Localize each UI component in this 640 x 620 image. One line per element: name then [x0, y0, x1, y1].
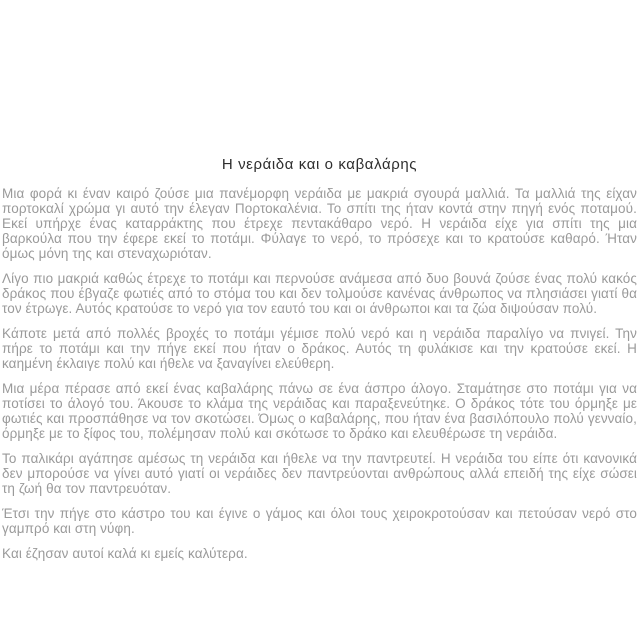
story-paragraph-intro: Μια φορά κι έναν καιρό ζούσε μια πανέμορφη νεράιδα με μακριά σγουρά μαλλιά. Τα μαλλιά της είχαν πορτοκαλί χρώμα γι αυτό την έλεγαν Πορτοκαλένια. Το σπίτι της ήταν κοντά στην πηγή ενός ποταμού. Εκεί υπήρχε ένας καταρράκτης που έτρεχε πεντακάθαρο νερό. Η νεράιδα είχε για σπίτι της μια βαρκούλα που την έφερε εκεί το ποτάμι. Φύλαγε το νερό, το πρόσεχε και το κρατούσε καθαρό. Ήταν όμως μόνη της και στεναχωριόταν.	[2, 186, 637, 261]
story-paragraph-rider: Μια μέρα πέρασε από εκεί ένας καβαλάρης πάνω σε ένα άσπρο άλογο. Σταμάτησε στο ποτάμι για να ποτίσει το άλογό του. Άκουσε το κλάμα της νεράιδας και παραξενεύτηκε. Ο δράκος τότε του όρμηξε με φωτιές και προσπάθησε να τον σκοτώσει. Όμως ο καβαλάρης, που ήταν ένα βασιλόπουλο πολύ γενναίο, όρμηξε με το ξίφος του, πολέμησαν πολύ και σκότωσε το δράκο και ελευθέρωσε τη νεράιδα.	[2, 381, 637, 441]
story-title: Η νεράιδα και ο καβαλάρης	[221, 156, 418, 173]
story-paragraph-captured: Κάποτε μετά από πολλές βροχές το ποτάμι γέμισε πολύ νερό και η νεράιδα παραλίγο να πνιγεί. Την πήρε το ποτάμι και την πήγε εκεί που ήταν ο δράκος. Αυτός τη φυλάκισε και την κρατούσε εκεί. Η καημένη έκλαιγε πολύ και ήθελε να ξαναγίνει ελεύθερη.	[2, 326, 637, 371]
story-paragraph-ending: Και έζησαν αυτοί καλά κι εμείς καλύτερα.	[2, 546, 248, 561]
story-paragraph-wedding: Έτσι την πήγε στο κάστρο του και έγινε ο γάμος και όλοι τους χειροκροτούσαν και πετούσαν νερό στο γαμπρό και στη νύφη.	[2, 506, 637, 536]
story-paragraph-dragon: Λίγο πιο μακριά καθώς έτρεχε το ποτάμι και περνούσε ανάμεσα από δυο βουνά ζούσε ένας πολύ κακός δράκος που έβγαζε φωτιές από το στόμα του και δεν τολμούσε κανένας άνθρωπος να πλησιάσει γιατί θα τον έτρωγε. Αυτός κρατούσε το νερό για τον εαυτό του και οι άνθρωποι και τα ζώα διψούσαν πολύ.	[2, 271, 637, 316]
story-paragraph-proposal: Το παλικάρι αγάπησε αμέσως τη νεράιδα και ήθελε να την παντρευτεί. Η νεράιδα του είπε ότι κανονικά δεν μπορούσε να γίνει αυτό γιατί οι νεράιδες δεν παντρεύονται ανθρώπους αλλά επειδή της είχε σώσει τη ζωή θα τον παντρευόταν.	[2, 451, 637, 496]
